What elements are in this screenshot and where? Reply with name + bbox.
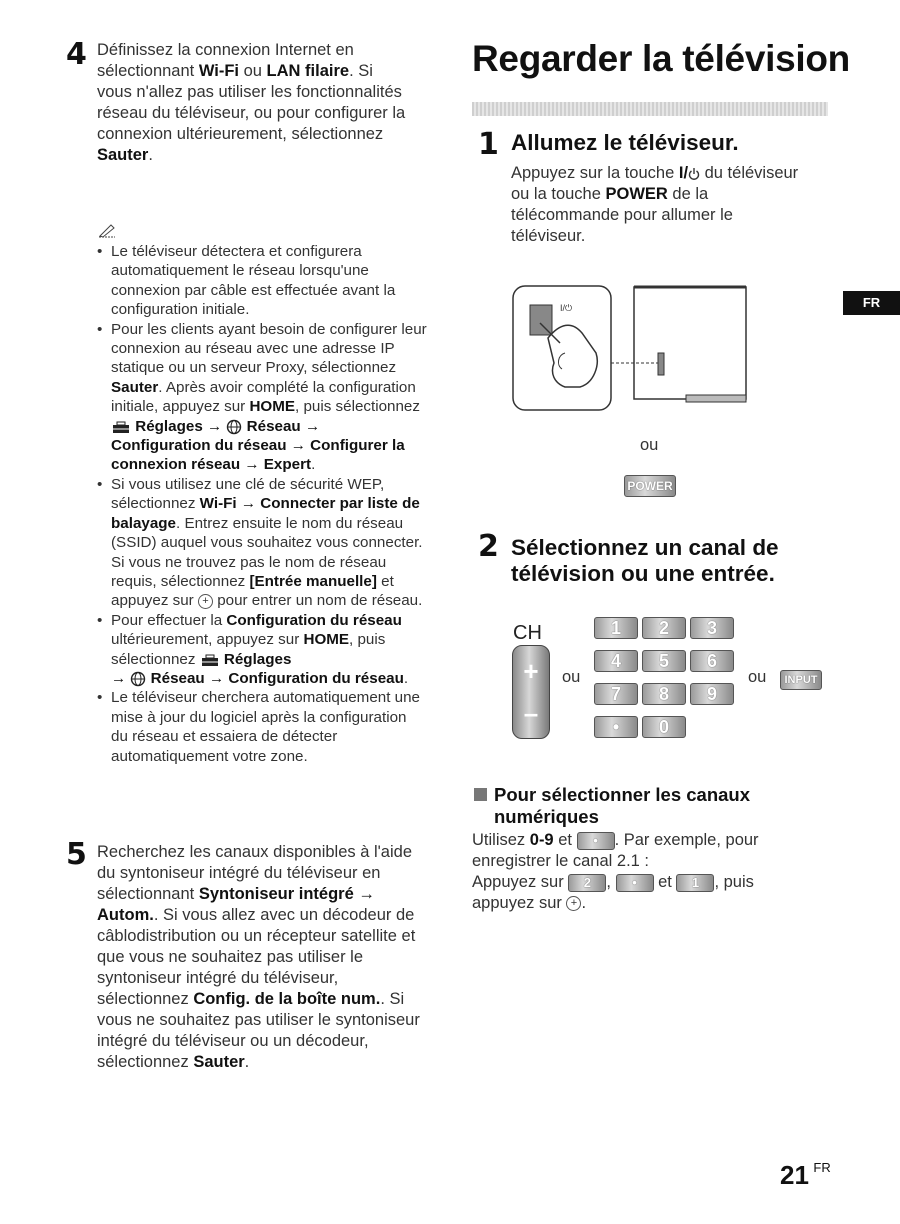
ou-text: ou [640, 436, 659, 454]
key-1: 1 [594, 617, 638, 639]
step-1-text: Appuyez sur la touche I/ du téléviseur ou la touche POWER de la télécommande pour allumer le téléviseur. [511, 164, 799, 245]
enter-button-icon: + [566, 896, 581, 911]
key-4: 4 [594, 650, 638, 672]
ou-text: ou [748, 668, 767, 686]
key-8: 8 [642, 683, 686, 705]
power-symbol-icon [688, 167, 700, 181]
ou-text: ou [562, 668, 581, 686]
step-4-text: Définissez la connexion Internet en sélectionnant Wi-Fi ou LAN filaire. Si vous n'allez pas utiliser les fonctionnalités réseau du téléviseur, ou pour configurer la connexion ultérieurement, sélectionnez Sauter. [97, 41, 406, 164]
key-5: 5 [642, 650, 686, 672]
step-5-text: Recherchez les canaux disponibles à l'aide du syntoniseur intégré du téléviseur en sélectionnant Syntoniseur intégré → Autom.. Si vous allez avec un décodeur de câblodistribution ou un récepteur satellite et que vous ne souhaitez pas utiliser le syntoniseur intégré du téléviseur, sélectionnez Config. de la boîte num.. Si vous ne souhaitez pas utiliser le syntoniseur intégré du téléviseur ou un décodeur, sélectionnez Sauter. [97, 843, 420, 1071]
settings-toolbox-icon [200, 653, 220, 667]
note-pencil-icon [97, 222, 119, 238]
key-dot: • [594, 716, 638, 738]
key-2: 2 [642, 617, 686, 639]
notes-list [97, 242, 427, 766]
key-3: 3 [690, 617, 734, 639]
key-2-inline: 2 [568, 874, 606, 892]
power-key-label: POWER [624, 475, 676, 497]
note-item: • Pour les clients ayant besoin de configurer leur connexion au réseau avec une adresse IP statique ou un serveur Proxy, sélectionnez Sauter. Après avoir complété la configuration initiale, appuyez sur HOME, puis sélectionnez Réglages → Réseau → Configuration du réseau → Configurer la connexion réseau → Expert. [97, 320, 427, 475]
step-5-number: 5 [66, 837, 87, 872]
enter-button-icon: + [198, 594, 213, 609]
ch-label: CH [513, 622, 542, 644]
tv-button-label: I/⏻ [560, 303, 573, 313]
ch-minus-label: – [523, 698, 539, 728]
power-remote-key [624, 475, 676, 497]
ch-rocker-key [512, 645, 550, 739]
dot-key-inline: • [616, 874, 654, 892]
key-0: 0 [642, 716, 686, 738]
settings-toolbox-icon [111, 420, 131, 434]
note-item: • Pour effectuer la Configuration du réseau ultérieurement, appuyez sur HOME, puis sélectionnez Réglages → Réseau → Configuration du réseau. [97, 611, 427, 689]
step-2-heading: Sélectionnez un canal de télévision ou une entrée. [511, 535, 779, 586]
dot-key: • [577, 832, 615, 850]
key-7: 7 [594, 683, 638, 705]
key-9: 9 [690, 683, 734, 705]
title-divider [472, 102, 828, 116]
page-number-value: 21 [780, 1160, 809, 1190]
note-item: • Le téléviseur détectera et configurera automatiquement le réseau lorsqu'une connexion par câble est effectuée avant la configuration initiale. [97, 242, 427, 320]
digital-text: Utilisez 0-9 et • . Par exemple, pour enregistrer le canal 2.1 : Appuyez sur 2 , • et 1 , puis appuyez sur + . [472, 831, 759, 912]
tv-power-button-illustration [510, 283, 750, 413]
section-square-icon [474, 788, 487, 801]
page-number-suffix: FR [813, 1160, 831, 1175]
step-1-number: 1 [478, 127, 499, 162]
key-6: 6 [690, 650, 734, 672]
number-keypad [594, 617, 744, 747]
note-item: • Si vous utilisez une clé de sécurité WEP, sélectionnez Wi-Fi → Connecter par liste de balayage. Entrez ensuite le nom du réseau (SSID) auquel vous souhaitez vous connecter. Si vous ne trouvez pas le nom de réseau requis, sélectionnez [Entrée manuelle] et appuyez sur + pour entrer un nom de réseau. [97, 475, 427, 611]
page-number [780, 1160, 831, 1191]
input-key-label: INPUT [780, 670, 822, 690]
page-title: Regarder la télévision [472, 38, 850, 79]
digital-heading: Pour sélectionner les canaux numériques [494, 784, 751, 827]
step-1-heading: Allumez le téléviseur. [511, 130, 739, 155]
input-remote-key [780, 670, 822, 690]
network-globe-icon [130, 671, 146, 687]
step-4-number: 4 [66, 37, 87, 72]
key-1-inline: 1 [676, 874, 714, 892]
step-2-number: 2 [478, 529, 499, 564]
language-tab: FR [843, 291, 900, 315]
network-globe-icon [226, 419, 242, 435]
note-item: • Le téléviseur cherchera automatiquement une mise à jour du logiciel après la configuration du réseau et essaiera de détecter automatiquement votre zone. [97, 688, 427, 766]
ch-plus-label: + [523, 656, 539, 686]
